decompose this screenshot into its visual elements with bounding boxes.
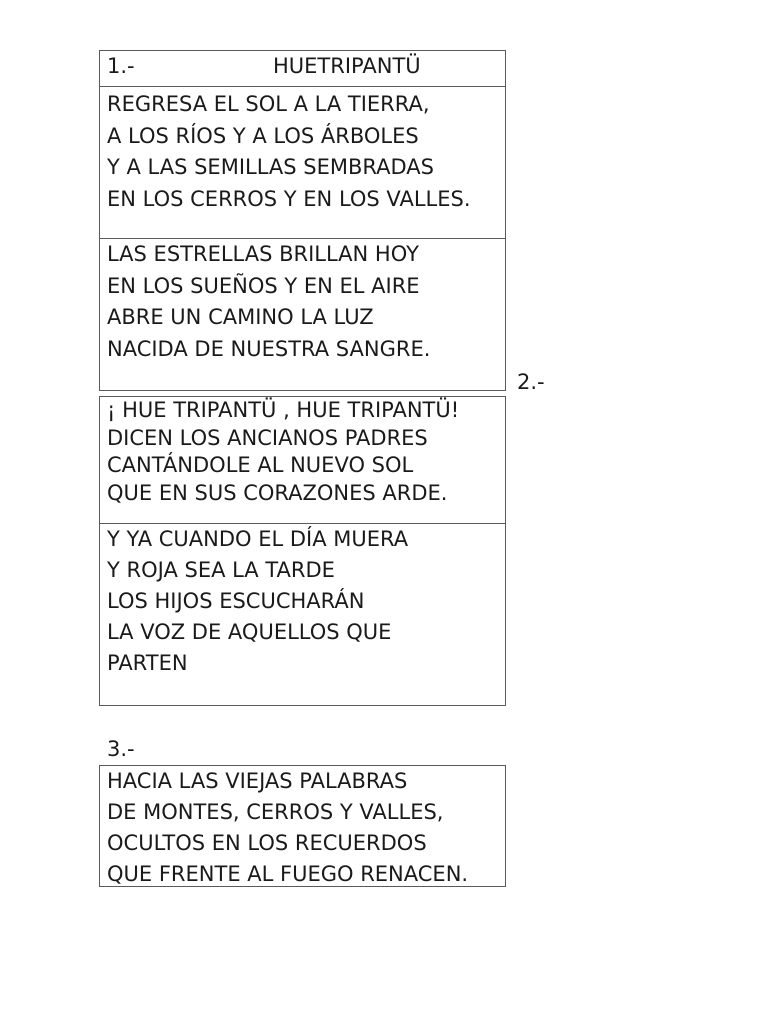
verse-line: A LOS RÍOS Y A LOS ÁRBOLES [107, 123, 419, 148]
verse-line: Y ROJA SEA LA TARDE [107, 558, 335, 582]
verse-line: Y YA CUANDO EL DÍA MUERA [107, 527, 409, 551]
verse-line: EN LOS CERROS Y EN LOS VALLES. [107, 186, 471, 211]
stanza-2-2 [100, 524, 505, 705]
verse-line: EN LOS SUEÑOS Y EN EL AIRE [107, 273, 420, 298]
poem-block-2 [99, 396, 506, 706]
stanza-3-1 [100, 766, 505, 886]
verse-line: DE MONTES, CERROS Y VALLES, [107, 800, 444, 824]
verse-line: LOS HIJOS ESCUCHARÁN [107, 589, 365, 613]
stanza-1-1 [100, 87, 505, 239]
verse-line: ¡ HUE TRIPANTÜ , HUE TRIPANTÜ! [107, 398, 460, 422]
verse-line: OCULTOS EN LOS RECUERDOS [107, 831, 427, 855]
section-number-2: 2.- [517, 370, 545, 394]
poem-title: HUETRIPANTÜ [273, 54, 421, 78]
verse-line: HACIA LAS VIEJAS PALABRAS [107, 769, 408, 793]
verse-line: NACIDA DE NUESTRA SANGRE. [107, 336, 431, 361]
verse-line: LA VOZ DE AQUELLOS QUE [107, 620, 392, 644]
verse-line: QUE EN SUS CORAZONES ARDE. [107, 480, 448, 505]
verse-line: CANTÁNDOLE AL NUEVO SOL [107, 453, 414, 477]
poem-title-row [100, 51, 505, 87]
stanza-2-1 [100, 397, 505, 524]
verse-line: REGRESA EL SOL A LA TIERRA, [107, 92, 430, 116]
verse-line: QUE FRENTE AL FUEGO RENACEN. [107, 862, 469, 886]
verse-line: LAS ESTRELLAS BRILLAN HOY [107, 242, 419, 266]
stanza-1-2 [100, 239, 505, 390]
verse-line: PARTEN [107, 651, 188, 675]
section-number-3: 3.- [107, 737, 135, 761]
verse-line: DICEN LOS ANCIANOS PADRES [107, 425, 428, 450]
poem-block-1 [99, 50, 506, 391]
verse-line: ABRE UN CAMINO LA LUZ [107, 305, 374, 329]
section-number-1: 1.- [107, 54, 135, 78]
verse-line: Y A LAS SEMILLAS SEMBRADAS [107, 155, 434, 179]
poem-block-3 [99, 765, 506, 887]
